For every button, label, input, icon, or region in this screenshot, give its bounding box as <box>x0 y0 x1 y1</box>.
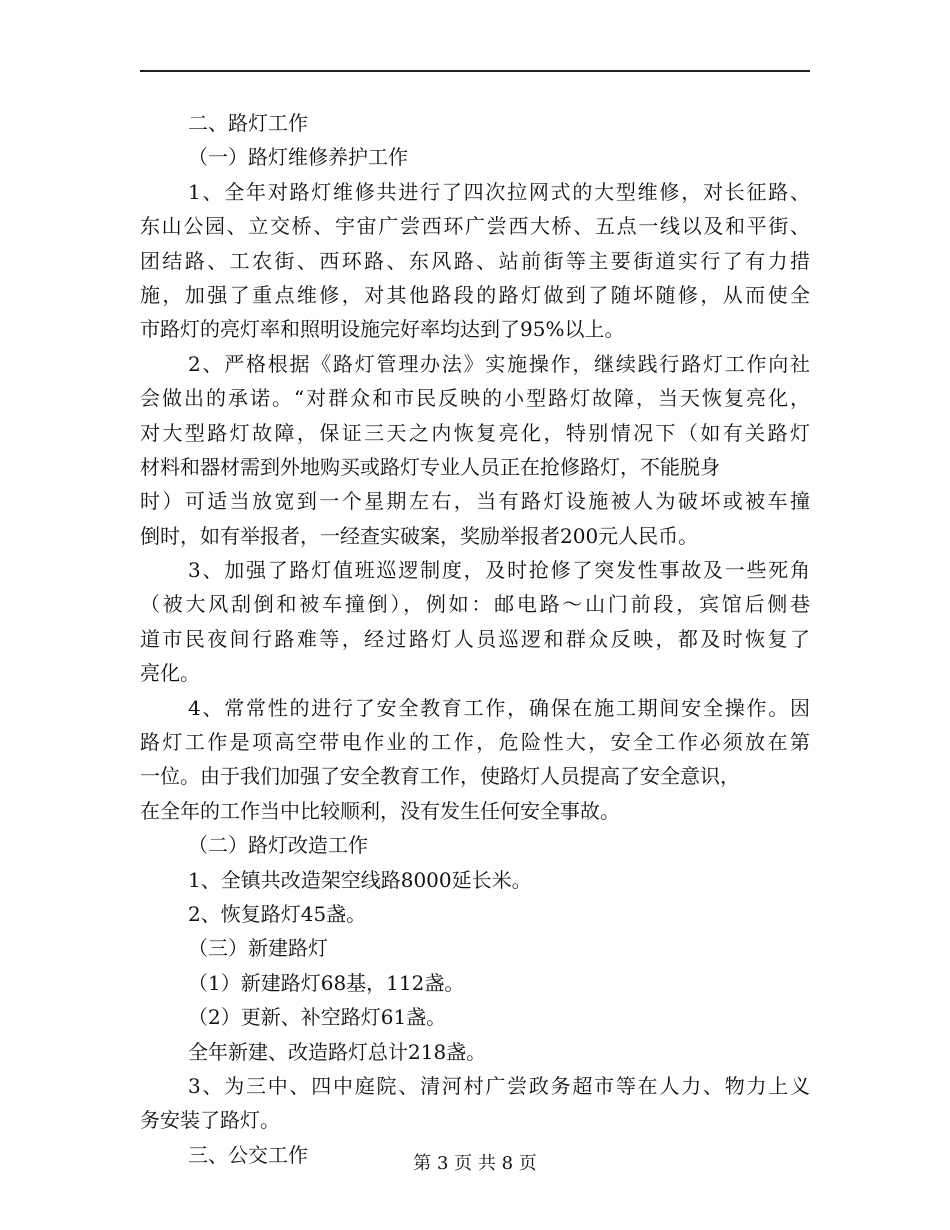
paragraph-line: 道市民夜间行路难等，经过路灯人员巡逻和群众反映，都及时恢复了 <box>140 626 810 651</box>
paragraph-line: 团结路、工农街、西环路、东风路、站前街等主要街道实行了有力措 <box>140 248 810 273</box>
summary-line: 全年新建、改造路灯总计218盏。 <box>188 1039 487 1064</box>
section-heading-streetlight: 二、路灯工作 <box>188 111 308 135</box>
paragraph-line: 3、加强了路灯值班巡逻制度，及时抢修了突发性事故及一些死角 <box>188 558 810 583</box>
paragraph-line: 务安装了路灯。 <box>140 1108 280 1133</box>
list-item: （1）新建路灯68基，112盏。 <box>188 970 465 995</box>
list-item: 1、全镇共改造架空线路8000延长米。 <box>188 867 532 892</box>
list-item: （2）更新、补空路灯61盏。 <box>188 1005 447 1030</box>
paragraph-line: 亮化。 <box>140 661 200 686</box>
document-body <box>140 106 810 1172</box>
paragraph-line: 会做出的承诺。“对群众和市民反映的小型路灯故障，当天恢复亮化， <box>140 386 810 411</box>
paragraph-line: 材料和器材需到外地购买或路灯专业人员正在抢修路灯，不能脱身 <box>140 454 720 479</box>
paragraph-line: 3、为三中、四中庭院、清河村广尝政务超市等在人力、物力上义 <box>188 1073 810 1098</box>
section-heading-public-transport: 三、公交工作 <box>188 1142 308 1167</box>
paragraph-line: （被大风刮倒和被车撞倒），例如：邮电路～山门前段，宾馆后侧巷 <box>140 592 810 617</box>
paragraph-line: 时）可适当放宽到一个星期左右，当有路灯设施被人为破坏或被车撞 <box>140 489 810 514</box>
list-item: 2、恢复路灯45盏。 <box>188 901 367 926</box>
paragraph-line: 在全年的工作当中比较顺利，没有发生任何安全事故。 <box>140 798 620 823</box>
paragraph-line: 东山公园、立交桥、宇宙广尝西环广尝西大桥、五点一线以及和平街、 <box>140 214 810 239</box>
paragraph-line: 4、常常性的进行了安全教育工作，确保在施工期间安全操作。因 <box>188 695 810 720</box>
subsection-heading-new-lights: （三）新建路灯 <box>188 936 328 961</box>
paragraph-line: 市路灯的亮灯率和照明设施完好率均达到了95%以上。 <box>140 317 625 342</box>
paragraph-line: 2、严格根据《路灯管理办法》实施操作，继续践行路灯工作向社 <box>188 351 810 376</box>
header-rule <box>140 70 810 72</box>
page-number-footer: 第 3 页 共 8 页 <box>413 1153 537 1174</box>
paragraph-line: 路灯工作是项高空带电作业的工作，危险性大，安全工作必须放在第 <box>140 730 810 755</box>
paragraph-line: 对大型路灯故障，保证三天之内恢复亮化，特别情况下（如有关路灯 <box>140 420 810 445</box>
paragraph-line: 1、全年对路灯维修共进行了四次拉网式的大型维修，对长征路、 <box>188 179 810 204</box>
subsection-heading-renovation: （二）路灯改造工作 <box>188 833 368 858</box>
paragraph-line: 倒时，如有举报者，一经查实破案，奖励举报者200元人民币。 <box>140 523 699 548</box>
subsection-heading-maintenance: （一）路灯维修养护工作 <box>188 145 408 170</box>
paragraph-line: 施，加强了重点维修，对其他路段的路灯做到了随坏随修，从而使全 <box>140 282 810 307</box>
paragraph-line: 一位。由于我们加强了安全教育工作，使路灯人员提高了安全意识， <box>140 764 740 789</box>
